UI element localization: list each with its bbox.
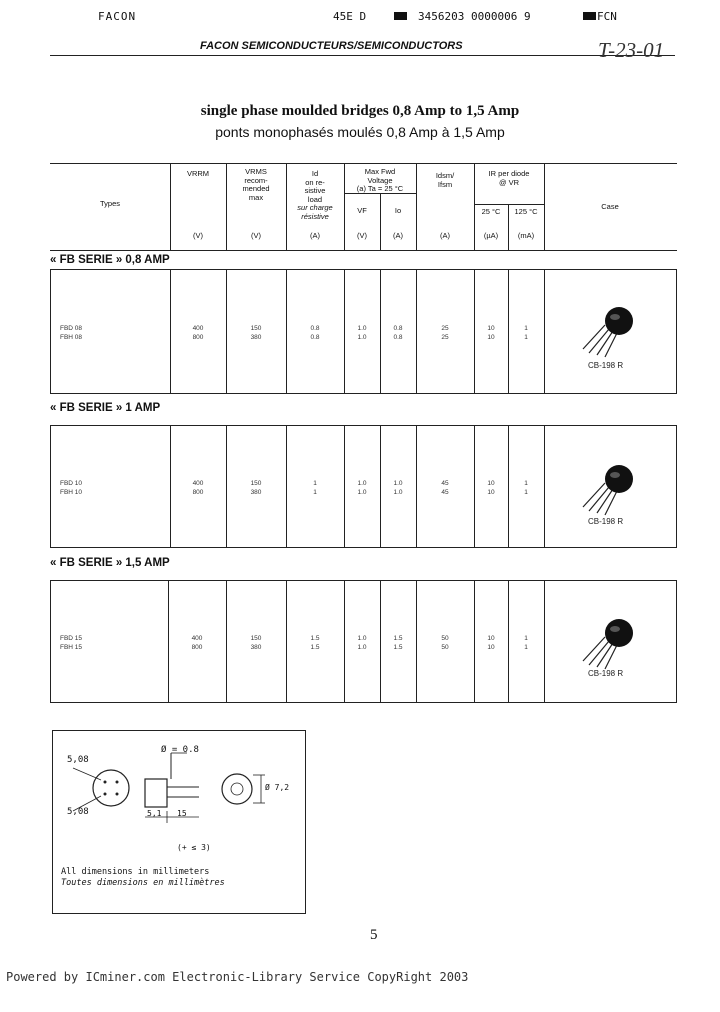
hdr-id: Id on re- sistive load sur charge résistive	[297, 169, 333, 221]
tolerance-note: (+ ≤ 3)	[177, 843, 211, 852]
title-fr: ponts monophasés moulés 0,8 Amp à 1,5 Amp	[215, 124, 505, 140]
vrms-cell: 150 380	[250, 480, 262, 496]
title-en: single phase moulded bridges 0,8 Amp to 1,5 Amp	[200, 103, 520, 119]
vrrm-cell: 400 800	[192, 480, 204, 496]
io-cell: 0.8 0.8	[393, 325, 403, 341]
idsm-cell: 50 50	[441, 635, 449, 651]
io-cell: 1.5 1.5	[393, 635, 403, 651]
hdr-id-unit: (A)	[310, 231, 320, 240]
hdr-io: Io	[394, 206, 402, 215]
id-cell: 1 1	[313, 480, 317, 496]
dim-top: 5,08	[67, 755, 89, 765]
type-cell: FBD 15 FBH 15	[60, 635, 83, 651]
dimension-drawing	[52, 730, 306, 914]
case-label: CB-198 R	[588, 517, 624, 526]
hdr-vrrm-unit: (V)	[193, 231, 203, 240]
ir25-cell: 10 10	[487, 635, 495, 651]
ir125-cell: 1 1	[524, 325, 528, 341]
hdr-maxfwd: Max Fwd Voltage (a) Ta = 25 °C	[356, 167, 404, 193]
type-cell: FBD 08 FBH 08	[60, 325, 83, 341]
io-cell: 1.0 1.0	[393, 480, 403, 496]
hdr-io-unit: (A)	[393, 231, 403, 240]
ir125-cell: 1 1	[524, 635, 528, 651]
vrms-cell: 150 380	[250, 325, 262, 341]
hdr-case: Case	[601, 202, 619, 211]
brand-code: FCN	[597, 10, 617, 23]
type-cell: FBD 10 FBH 10	[60, 480, 83, 496]
catalog-number: 3456203 0000006 9	[418, 10, 531, 23]
hdr-vrms: VRMS recom- mended max	[242, 167, 270, 202]
ir125-cell: 1 1	[524, 480, 528, 496]
vrrm-cell: 400 800	[192, 325, 204, 341]
hdr-vrrm: VRRM	[186, 169, 210, 178]
idsm-cell: 25 25	[441, 325, 449, 341]
banner-rule	[50, 55, 675, 56]
case-label: CB-198 R	[588, 669, 624, 678]
vf-cell: 1.0 1.0	[357, 325, 367, 341]
hdr-types: Types	[99, 199, 120, 208]
series-title: « FB SERIE » 1,5 AMP	[50, 557, 170, 569]
ir25-cell: 10 10	[487, 480, 495, 496]
dim-pin: Ø = 0.8	[161, 745, 199, 755]
hdr-ir: IR per diode @ VR	[488, 169, 530, 187]
hdr-vrms-unit: (V)	[251, 231, 261, 240]
bridge-package-icon	[575, 461, 645, 517]
series-title: « FB SERIE » 0,8 AMP	[50, 254, 170, 266]
vf-cell: 1.0 1.0	[357, 480, 367, 496]
vf-cell: 1.0 1.0	[357, 635, 367, 651]
company-code: FACON	[98, 10, 137, 23]
dim-dia: Ø 7,2	[265, 783, 290, 792]
hdr-idsm-unit: (A)	[440, 231, 450, 240]
dim-b: 15	[177, 809, 187, 818]
handwritten-ref: T-23-01	[598, 38, 665, 62]
bridge-package-icon	[575, 615, 645, 671]
dim-a: 5,1	[147, 809, 162, 818]
hdr-ir-t1: 25 °C	[481, 207, 501, 216]
id-cell: 0.8 0.8	[310, 325, 320, 341]
dimension-note-fr: Toutes dimensions en millimètres	[61, 878, 225, 888]
dim-bottom: 5,08	[67, 807, 89, 817]
ir25-cell: 10 10	[487, 325, 495, 341]
series-title: « FB SERIE » 1 AMP	[50, 402, 161, 414]
hdr-ir-t2: 125 °C	[514, 207, 538, 216]
dimension-note-en: All dimensions in millimeters	[61, 867, 210, 877]
idsm-cell: 45 45	[441, 480, 449, 496]
case-label: CB-198 R	[588, 361, 624, 370]
hdr-ir-t1-unit: (µA)	[483, 231, 499, 240]
barcode-block-2	[583, 12, 596, 20]
hdr-ir-t2-unit: (mA)	[517, 231, 535, 240]
hdr-vf-unit: (V)	[357, 231, 367, 240]
page-number: 5	[370, 927, 378, 943]
barcode-block	[394, 12, 407, 20]
banner: FACON SEMICONDUCTEURS/SEMICONDUCTORS	[200, 40, 463, 52]
id-cell: 1.5 1.5	[310, 635, 320, 651]
footer-copyright: Powered by ICminer.com Electronic-Library Service CopyRight 2003	[6, 970, 469, 984]
hdr-vf: VF	[357, 206, 367, 215]
vrms-cell: 150 380	[250, 635, 262, 651]
catalog-prefix: 45E D	[333, 10, 367, 23]
hdr-idsm: Idsm/ Ifsm	[435, 171, 455, 189]
bridge-package-icon	[575, 303, 645, 359]
vrrm-cell: 400 800	[191, 635, 203, 651]
